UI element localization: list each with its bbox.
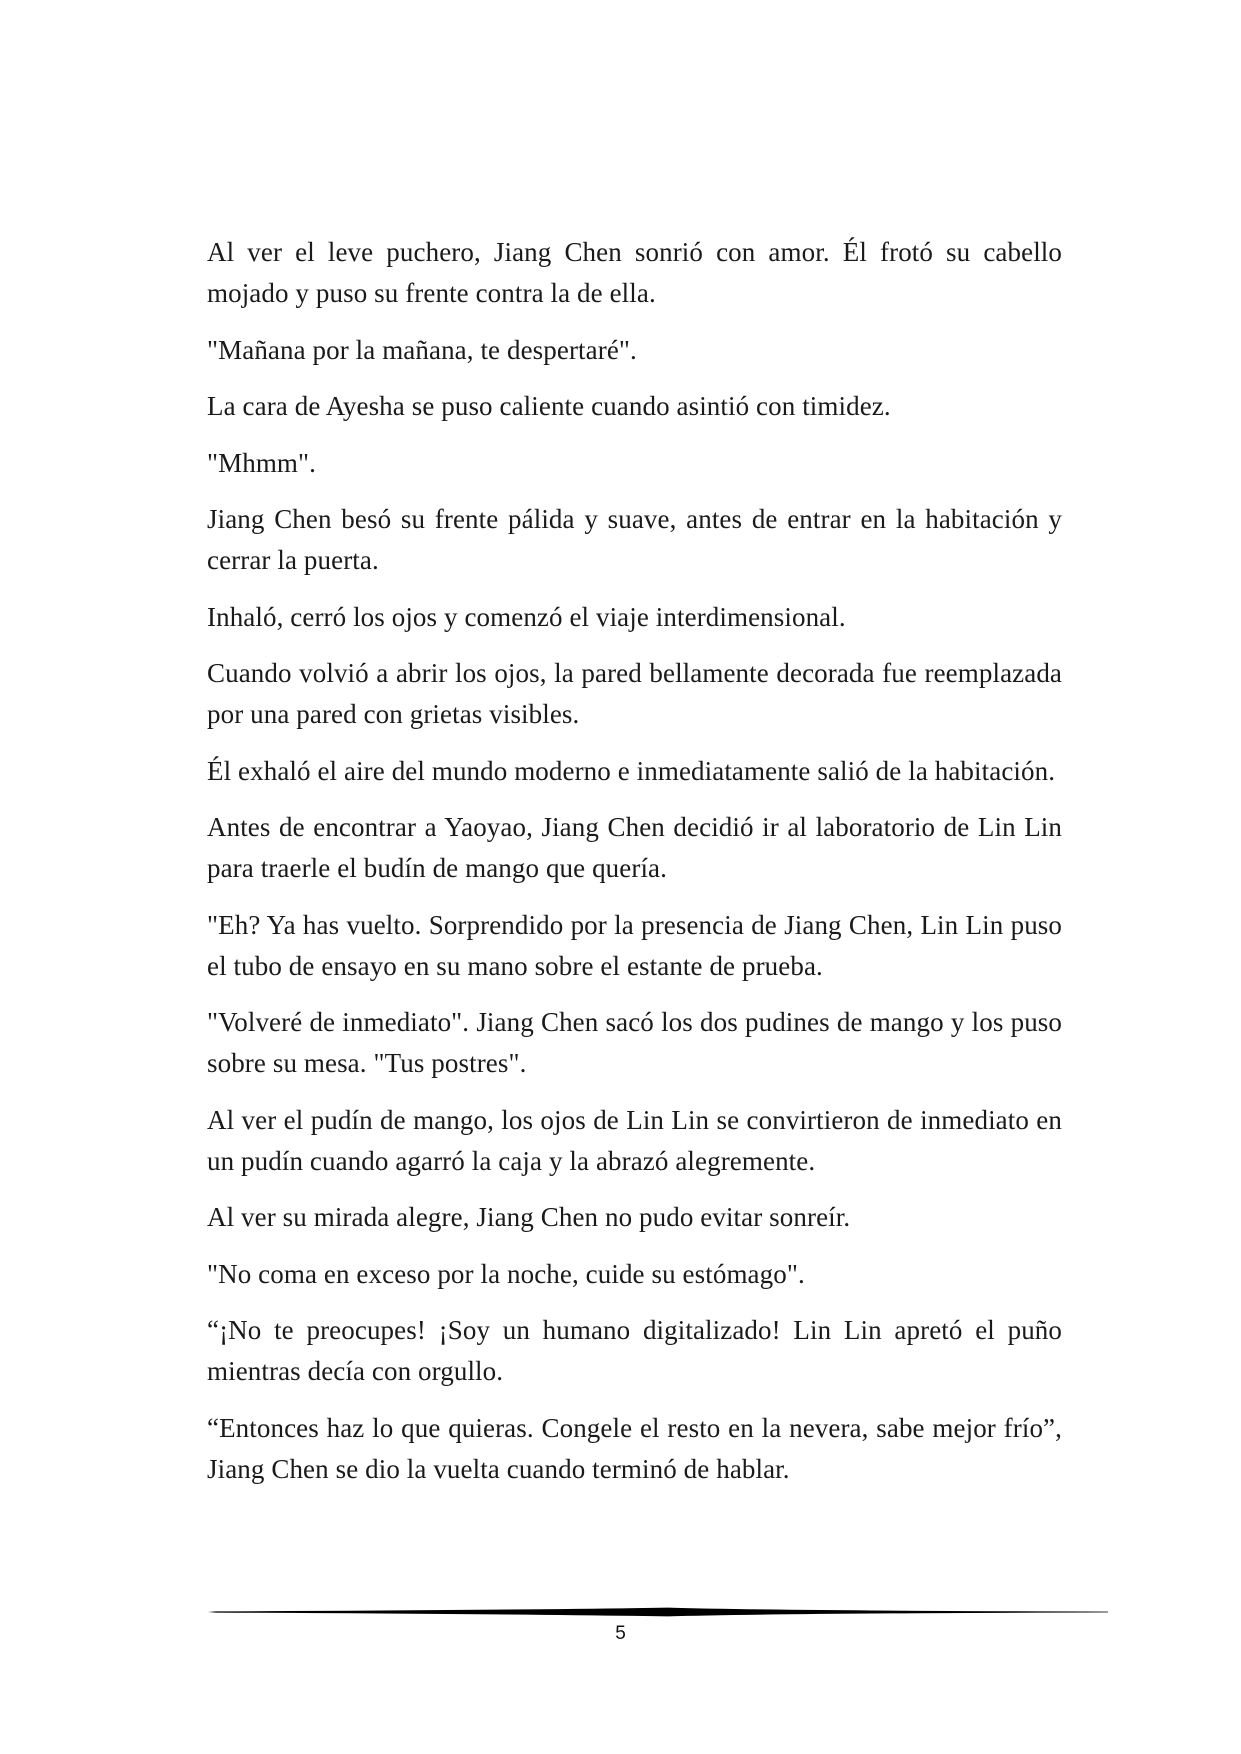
page-number: 5	[615, 1623, 626, 1644]
paragraph: "Eh? Ya has vuelto. Sorprendido por la presencia de Jiang Chen, Lin Lin puso el tubo de ensayo en su mano sobre el estante de prueba.	[207, 909, 1062, 981]
paragraph: Antes de encontrar a Yaoyao, Jiang Chen decidió ir al laboratorio de Lin Lin para traerle el budín de mango que quería.	[207, 812, 1062, 883]
paragraph: Al ver su mirada alegre, Jiang Chen no pudo evitar sonreír.	[207, 1202, 851, 1232]
paragraph: Al ver el leve puchero, Jiang Chen sonrió con amor. Él frotó su cabello mojado y puso su frente contra la de ella.	[207, 237, 1062, 308]
footer-divider	[208, 1606, 1108, 1618]
paragraph: “Entonces haz lo que quieras. Congele el resto en la nevera, sabe mejor frío”, Jiang Chen se dio la vuelta cuando terminó de hablar.	[207, 1412, 1062, 1484]
paragraph: Inhaló, cerró los ojos y comenzó el viaje interdimensional.	[207, 601, 846, 632]
paragraph: "Mañana por la mañana, te despertaré".	[207, 334, 637, 365]
paragraph: La cara de Ayesha se puso caliente cuando asintió con timidez.	[207, 391, 891, 421]
paragraph: Cuando volvió a abrir los ojos, la pared bellamente decorada fue reemplazada por una pared con grietas visibles.	[207, 658, 1062, 729]
paragraph: "Volveré de inmediato". Jiang Chen sacó los dos pudines de mango y los puso sobre su mesa. "Tus postres".	[207, 1007, 1062, 1078]
paragraph: "Mhmm".	[207, 447, 317, 478]
paragraph: “¡No te preocupes! ¡Soy un humano digitalizado! Lin Lin apretó el puño mientras decía con orgullo.	[207, 1315, 1062, 1386]
paragraph: Él exhaló el aire del mundo moderno e inmediatamente salió de la habitación.	[207, 755, 1056, 786]
body-text	[207, 232, 1062, 1505]
paragraph: Al ver el pudín de mango, los ojos de Lin Lin se convirtieron de inmediato en un pudín cuando agarró la caja y la abrazó alegremente.	[207, 1104, 1062, 1176]
paragraph: Jiang Chen besó su frente pálida y suave, antes de entrar en la habitación y cerrar la puerta.	[207, 504, 1062, 575]
paragraph: "No coma en exceso por la noche, cuide su estómago".	[207, 1258, 805, 1289]
